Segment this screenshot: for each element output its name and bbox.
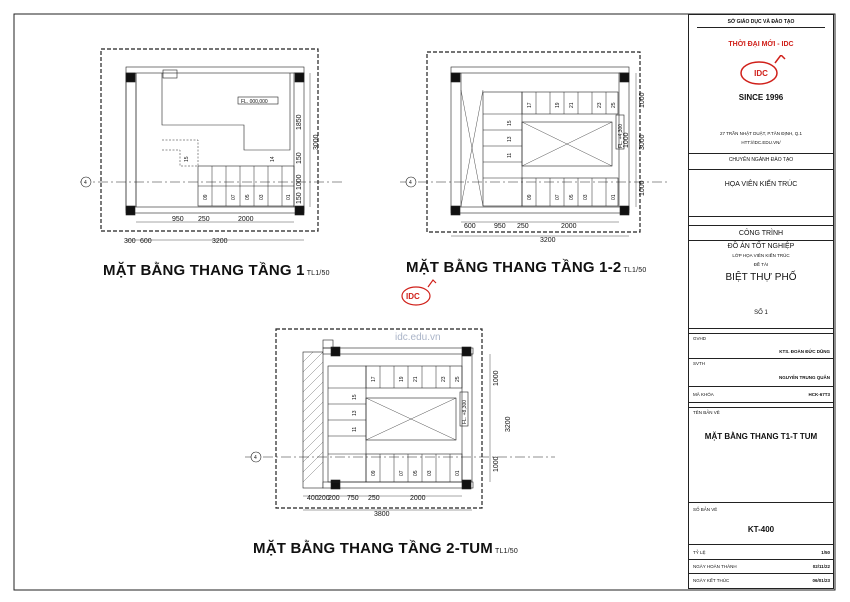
tb-gvhd — [689, 333, 833, 359]
center-logo-text: IDC — [406, 292, 420, 301]
plan-1-dim-text: 150 — [296, 192, 303, 204]
plan-3-dim-text: 200 — [318, 495, 330, 502]
tb-address: 27 TRẦN NHẬT DUẬT, P.TÂN ĐỊNH, Q.1 — [719, 131, 803, 136]
tb-svth-label: SVTH — [693, 361, 706, 366]
plan-1-dim-text: 1000 — [296, 174, 303, 190]
plan-2-step-number: 07 — [555, 194, 561, 200]
plan-1-landing-outline — [162, 73, 290, 150]
plan-3-step-number: 07 — [399, 470, 405, 476]
plan-3-dim-text: 2000 — [410, 495, 426, 502]
plan-2-step-number: 01 — [611, 194, 617, 200]
plan-1-dim-text: 250 — [198, 216, 210, 223]
plan-2-step-number: 11 — [507, 152, 513, 158]
plan-3-step-number: 13 — [352, 410, 358, 416]
tb-header — [689, 15, 833, 217]
plan-3-scale: TL1/50 — [494, 548, 518, 555]
plan-2-step-number: 05 — [569, 194, 575, 200]
plan-1-step-number: 01 — [286, 194, 292, 200]
tb-drawing-no-label: SỐ BẢN VẼ — [693, 507, 718, 512]
plan-3-step-number: 25 — [455, 376, 461, 382]
tb-gvhd-value: KTS. ĐOÀN ĐỨC DŨNG — [779, 349, 830, 354]
plan-3-step-number: 21 — [413, 376, 419, 382]
plan-2-step-number: 09 — [527, 194, 533, 200]
plan-3-column — [462, 347, 471, 356]
plan-2-step-number: 13 — [507, 136, 513, 142]
plan-3-treads — [328, 366, 450, 482]
plan-1-column — [126, 206, 135, 215]
plan-1-title — [103, 262, 330, 279]
tb-since: SINCE 1996 — [738, 93, 784, 102]
plan-1-dim-text: 600 — [140, 238, 152, 245]
plan-1-scale: TL1/50 — [306, 270, 330, 277]
plan-3-column — [462, 480, 471, 489]
plan-2-step-number: 19 — [555, 102, 561, 108]
plan-2-column — [620, 206, 629, 215]
plan-1-column — [295, 73, 304, 82]
plan-1-step-number: 03 — [259, 194, 265, 200]
tb-topic: BIỆT THỰ PHỐ — [725, 272, 797, 283]
tb-topic-label: ĐỀ TÀI — [753, 262, 769, 267]
plan-2-step-number: 21 — [569, 102, 575, 108]
plan-3-wall-bottom — [323, 482, 473, 488]
tb-svth — [689, 359, 833, 387]
plan-3-dim-text: 400 — [307, 495, 319, 502]
tb-number: SỐ 1 — [754, 310, 768, 316]
plan-1-dim-text: 3200 — [212, 238, 228, 245]
plan-1-dim-text: 950 — [172, 216, 184, 223]
plan-1-step-number: 05 — [245, 194, 251, 200]
plan-2-title — [406, 259, 646, 276]
tb-drawing-no — [689, 503, 833, 545]
plan-3-step-number: 17 — [371, 376, 377, 382]
plan-2-step-number: 25 — [611, 102, 617, 108]
plan-3-step-number: 01 — [455, 470, 461, 476]
plan-2-dim-text: 250 — [517, 223, 529, 230]
plan-3-section-marker-label: 4 — [254, 455, 257, 461]
plan-3-column — [331, 347, 340, 356]
plan-1-step-number: 09 — [203, 194, 209, 200]
tb-class: LỚP HỌA VIÊN KIẾN TRÚC — [732, 253, 790, 258]
plan-2-dim-text: 1000 — [623, 132, 630, 148]
plan-2-dim-text: 1000 — [639, 92, 646, 108]
plan-1-dim-text: 3000 — [313, 134, 320, 150]
plan-3-flight-bottom — [366, 454, 462, 482]
plan-3-dim-text: 250 — [368, 495, 380, 502]
plan-2-step-number: 03 — [583, 194, 589, 200]
plan-1-column — [126, 73, 135, 82]
plan-3-title — [253, 540, 518, 557]
plan-2-step-number: 23 — [597, 102, 603, 108]
plan-3-column — [331, 480, 340, 489]
plan-3-title-text: MẶT BẰNG THANG TẦNG 2-TUM — [253, 540, 493, 557]
plan-3-level-label: FL. +8,300 — [462, 399, 468, 424]
plan-2-step-number: 15 — [507, 120, 513, 126]
plan-3-step-number: 09 — [371, 470, 377, 476]
tb-end-value: 06/01/23 — [812, 578, 830, 583]
plan-2-landing — [483, 92, 522, 206]
tb-website: HTT://IDC.EDU.VN/ — [741, 140, 781, 145]
plan-3-step-number: 19 — [399, 376, 405, 382]
plan-2-column — [620, 73, 629, 82]
plan-1-dim-text: 300 — [124, 238, 136, 245]
tb-svth-value: NGUYỄN TRUNG QUÂN — [778, 375, 830, 380]
tb-start-label: NGÀY HOÀN THÀNH — [693, 564, 737, 569]
plan-2-scale: TL1/50 — [623, 267, 647, 274]
plan-1-dim-text: 150 — [296, 152, 303, 164]
plan-2-wall-left — [451, 73, 461, 210]
plan-1-dim-text: 2000 — [238, 216, 254, 223]
plan-1-column — [295, 206, 304, 215]
plan-2-wall-top — [451, 67, 629, 73]
plan-2-wall-bottom — [451, 207, 629, 213]
plan-1-dim-text: 1850 — [296, 114, 303, 130]
tb-drawing-no-value: KT-400 — [747, 525, 775, 534]
tb-drawing-name-value: MẶT BẰNG THANG T1-T TUM — [704, 432, 818, 441]
tb-end-label: NGÀY KẾT THÚC — [693, 578, 730, 583]
title-block — [688, 14, 834, 589]
tb-start-value: 02/11/22 — [812, 564, 830, 569]
plan-1-step-number: 07 — [231, 194, 237, 200]
plan-2-dim-text: 2000 — [561, 223, 577, 230]
tb-logo-text: IDC — [754, 69, 768, 78]
center-logo — [402, 280, 436, 305]
plan-3-step-number: 23 — [441, 376, 447, 382]
plan-2-dim-text: 1000 — [639, 180, 646, 196]
tb-course-value: HCK-67T3 — [808, 392, 830, 397]
plan-1-upper-flight — [162, 140, 198, 166]
plan-3-landing — [328, 366, 366, 482]
plan-2-level-label: FL. +4,300 — [618, 123, 624, 148]
tb-authority: SỞ GIÁO DỤC VÀ ĐÀO TẠO — [727, 19, 795, 25]
tb-scale-value: 1/50 — [821, 550, 830, 555]
plan-2-section-marker-label: 4 — [409, 180, 412, 186]
plan-1-wall-left — [126, 73, 136, 210]
plan-2-dim-text: 3000 — [639, 134, 646, 150]
tb-project — [689, 225, 833, 329]
plan-2-dim-text: 3200 — [540, 237, 556, 244]
tb-scale — [689, 545, 833, 560]
plan-2-column — [451, 206, 460, 215]
tb-gvhd-label: GVHD — [693, 336, 707, 341]
plan-1-step-number: 14 — [270, 156, 276, 162]
plan-3-step-number: 15 — [352, 394, 358, 400]
tb-start — [689, 560, 833, 574]
plan-3-step-number: 11 — [352, 426, 358, 432]
tb-course-label: MÃ KHÓA — [693, 392, 714, 397]
plan-3-dim-text: 1000 — [493, 370, 500, 386]
tb-project-type: ĐỒ ÁN TỐT NGHIỆP — [727, 243, 795, 250]
plan-3-dim-text: 3800 — [374, 511, 390, 518]
plan-2-dim-text: 950 — [494, 223, 506, 230]
plan-2-dim-text: 600 — [464, 223, 476, 230]
plan-3-wall-left — [303, 352, 323, 488]
plan-3-dim-text: 200 — [328, 495, 340, 502]
plan-3-step-number: 05 — [413, 470, 419, 476]
plan-1-wall-bottom — [126, 207, 304, 213]
plan-2-treads — [483, 92, 606, 206]
plan-3-wall-top — [323, 348, 473, 354]
plan-3-dim-text: 750 — [347, 495, 359, 502]
tb-company: THỜI ĐẠI MỚI - IDC — [728, 41, 794, 48]
plan-1-wall-top — [126, 67, 304, 73]
tb-drawing-name — [689, 407, 833, 503]
tb-major-label: CHUYÊN NGÀNH ĐÀO TẠO — [728, 157, 794, 163]
plan-2-title-text: MẶT BẰNG THANG TẦNG 1-2 — [406, 259, 622, 276]
tb-end — [689, 574, 833, 588]
tb-drawing-name-label: TÊN BẢN VẼ — [693, 410, 720, 415]
tb-scale-label: TỶ LỆ — [693, 550, 706, 555]
tb-major: HỌA VIÊN KIẾN TRÚC — [724, 181, 798, 188]
tb-course — [689, 387, 833, 403]
watermark: idc.edu.vn — [395, 332, 441, 343]
plan-3-dim-text: 3200 — [505, 416, 512, 432]
plan-3-dim-text: 1000 — [493, 456, 500, 472]
tb-project-label: CÔNG TRÌNH — [738, 230, 784, 237]
plan-1-section-marker-label: 4 — [84, 180, 87, 186]
plan-1-step-number: 15 — [184, 156, 190, 162]
plan-2-step-number: 17 — [527, 102, 533, 108]
plan-1-level-label: FL. 000,000 — [241, 99, 268, 105]
plan-1 — [80, 49, 345, 240]
plan-3-step-number: 03 — [427, 470, 433, 476]
plan-1-title-text: MẶT BẰNG THANG TẦNG 1 — [103, 262, 305, 279]
plan-2-column — [451, 73, 460, 82]
